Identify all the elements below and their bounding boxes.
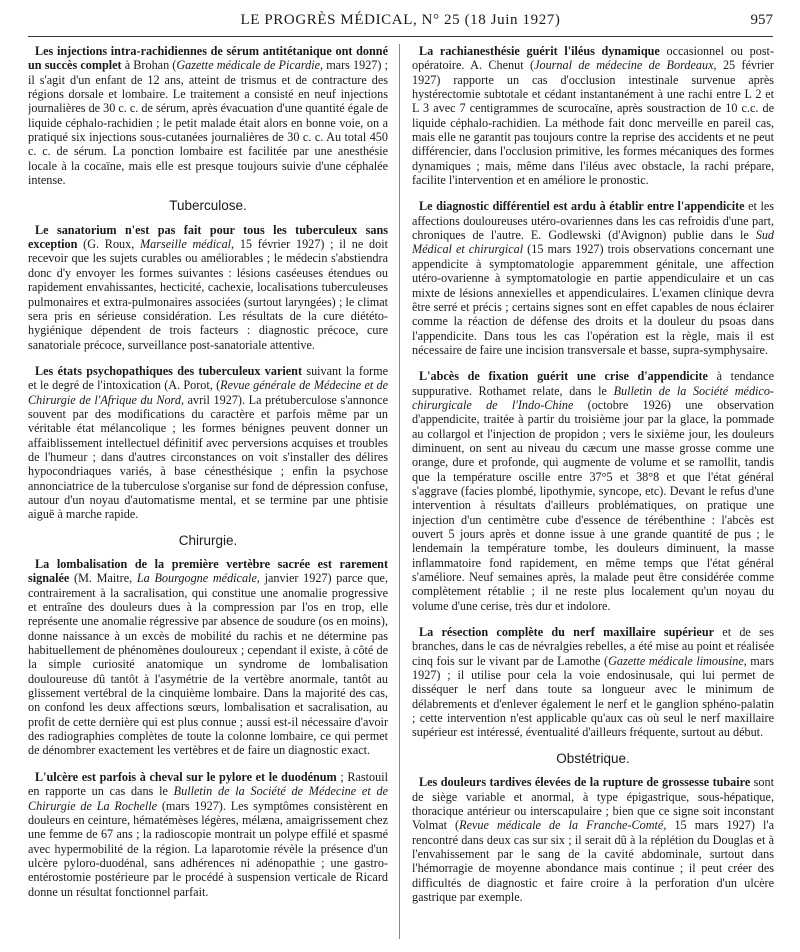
article-intro: occasionnel ou post-opératoire. A. Chenut (	[412, 44, 774, 73]
article-source: Journal de médecine de Bordeaux	[534, 58, 714, 73]
article-source: La Bourgogne médicale	[136, 571, 257, 586]
article-source: Revue médicale de la Franche-Comté	[459, 818, 664, 833]
article-title: Le diagnostic différentiel est ardu à établir entre l'appendicite	[419, 199, 745, 214]
page-number: 957	[750, 12, 773, 28]
article-source: Gazette médicale limousine	[608, 653, 744, 668]
article-source: Revue générale de Médecine et de Chirurgie de l'Afrique du Nord	[28, 378, 388, 407]
article-intro: à Brohan (	[121, 58, 177, 73]
column-divider	[399, 44, 400, 939]
article-intro: suivant la forme et le degré de l'intoxication (A. Porot, (	[28, 363, 388, 393]
article-text: , 25 février 1927) rapporte un cas d'occlusion intestinale survenue après hystérectomie subtotale et cédant instantanément à une rachi entre L 2 et L 3 avec 7 centigrammes de scurocaïne, après soustraction de 10 c.c. de liquide céphalo-rachidien. La méthode fait donc merveille en pareil cas, mais elle ne garantit pas toujours contre la reprise des accidents et ne peut différencier, dans l'occlusion primitive, les formes mécaniques des formes dynamiques ; mais, même dans l'iléus avec obstacle, la rachi prépare, facilite l'intervention et en améliore le pronostic.	[412, 58, 774, 188]
article-lombalisation	[28, 557, 388, 758]
article-abces-fixation	[412, 369, 774, 613]
header-rule	[28, 36, 773, 37]
article-text: , mars 1927) ; il utilise pour cela la voie endosinusale, qui lui permet de disséquer le nerf dans toute sa longueur avec le minimum de délabrements et d'enlever également le nerf et le ganglion sphéno-palatin ; cette intervention n'est applicable qu'aux cas où seul le nerf maxillaire supérieur est intéressé, éventualité d'ailleurs fréquente, surtout au début.	[412, 653, 774, 740]
section-heading-chirurgie: Chirurgie.	[178, 532, 238, 548]
article-resection-nerf	[412, 625, 774, 740]
section-heading-obstetrique: Obstétrique.	[556, 750, 630, 766]
article-etats-psychopathiques	[28, 364, 388, 522]
article-douleurs-tardives	[412, 775, 774, 904]
article-title: Les douleurs tardives élevées de la rupture de grossesse tubaire	[419, 775, 751, 790]
article-source: Bulletin de la Société médico-chirurgicale de l'Indo-Chine	[412, 383, 774, 412]
article-source: Marseille médical	[140, 237, 232, 252]
article-text: , mars 1927) ; il s'agit d'un enfant de 12 ans, atteint de trismus et de contracture des régions dorsale et lombaire. Le traitement a consisté en neuf injections journalières de 30 c. c. de sérum, après évacuation d'une quantité égale de liquide céphalo-rachidien ; le petit malade était alors en bonne voie, on a pratiqué six injections sous-cutanées journalières de 30 c. c. Au total 450 c. c. de sérum. La ponction lombaire est facilitée par une anesthésie locale à la cocaïne, mais elle est presque toujours suivie d'une céphalée intense.	[28, 58, 388, 188]
article-title: L'ulcère est parfois à cheval sur le pylore et le duodénum	[35, 769, 337, 784]
article-intro: et les affections douloureuses utéro-ovariennes dans les cas refroidis d'une part, chroniques de l'autre. E. Godlewski (d'Avignon) publie dans le	[412, 199, 774, 243]
article-title: Le sanatorium n'est pas fait pour tous les tuberculeux sans exception	[28, 222, 388, 252]
section-heading-tuberculose: Tuberculose.	[169, 198, 247, 214]
article-intro: et de ses branches, dans le cas de névralgies rebelles, a été mise au point et réalisée cinq fois sur le vivant par de Lamothe (	[412, 625, 774, 668]
article-intro: ; Rastouil en rapporte un cas dans le	[28, 769, 388, 799]
article-title: La lombalisation de la première vertèbre sacrée est rarement signalée	[28, 557, 388, 586]
article-title: La résection complète du nerf maxillaire supérieur	[419, 625, 715, 640]
running-header	[28, 12, 773, 34]
article-title: Les injections intra-rachidiennes de sérum antitétanique ont donné un succès complet	[28, 44, 388, 73]
article-text: (15 mars 1927) trois observations concernant une appendicite à symptomatologie apparemment génitale, une affection utéro-ovarienne à symptomatologie en partie appendiculaire et un cas mixte de lésions annexielles et appendiculaires. L'examen clinique devra être serré et précis ; certains signes sont en effet capables de nous éclairer comme la réaction de défense des droits et la douleur du psoas dans l'appendicite. Dans tous les cas l'opération est la règle, mais il est nécessaire de faire une incision transversale et basse, supra-symphysaire.	[412, 242, 774, 357]
article-intro: (M. Maitre,	[69, 571, 137, 586]
article-rachianesthesie	[412, 44, 774, 187]
article-intro: à tendance suppurative. Rothamet relate, dans le	[412, 369, 774, 398]
article-text: , 15 mars 1927) l'a rencontré dans deux cas sur six ; il serait dû à la réplétion du Douglas et à l'envahissement par le sang de la cavité abdominale, surtout dans l'hémorragie de moyenne abondance mais continue ; il peut créer des difficultés de diagnostic et faire croire à la perforation d'un ulcère gastrique par exemple.	[412, 818, 774, 904]
article-diagnostic-differentiel	[412, 199, 774, 357]
article-intro: (G. Roux,	[77, 237, 141, 252]
article-intro: sont de siège variable et anormal, à type épigastrique, sous-hépatique, thoracique antérieur ou interscapulaire ; bien que ce signe soit inconstant Volmat (	[412, 775, 774, 833]
article-text: , janvier 1927) parce que, contrairement à la sacralisation, qui constitue une anomalie progressive et entraîne des douleurs dues à la compression par l'os en trop, elle représente une anomalie régressive par absence de soudure (os en moins), donne naissance à un excès de mobilité du rachis et ne détermine pas habituellement de phénomènes douloureux ; cependant il existe, à côté de la simple curiosité anatomique un syndrome de lombalisation douloureuse dû tantôt à l'asymétrie de la vertèbre anormale, tantôt au glissement vertébral de la cinquième lombaire. Dans la majorité des cas, on confond les deux affections sœurs, lombalisation et sacralisation, au profit de cette dernière qui est plus connue ; aussi est-il nécessaire d'avoir des radiographies complètes de toute la colonne lombaire, ce qui permet de dénombrer exactement les vertèbres et de faire un diagnostic exact.	[28, 571, 388, 758]
article-source: Gazette médicale de Picardie	[176, 58, 321, 73]
article-title: L'abcès de fixation guérit une crise d'appendicite	[419, 369, 708, 384]
article-sanatorium	[28, 223, 388, 352]
right-column	[412, 44, 774, 944]
article-title: La rachianesthésie guérit l'iléus dynamique	[419, 44, 660, 58]
article-text: (mars 1927). Les symptômes consistèrent en douleurs en ceinture, hématémèses légères, mélæna, amaigrissement chez une femme de 67 ans ; la radioscopie montrait un polype effilé et spasmé avec hypermobilité de la région. La laparotomie révèle la présence d'un ulcère pyloro-duodénal, sans adhérences ni adénopathie ; une gastro-entérostomie postérieure par le procédé à suspension verticale de Ricard donne un résultat fonctionnel parfait.	[28, 798, 388, 899]
article-text: , 15 février 1927) ; il ne doit recevoir que les sujets curables ou améliorables ; le médecin s'abstiendra donc d'y envoyer les formes suivantes : lésions caséeuses étendues ou rapidement envahissantes, hecticité, cachexie, localisations tuberculeuses pulmonaires et extra-pulmonaires associées (surtout laryngées) ; le climat sera pris en sérieuse considération. Les résultats de la cure diététo-hygiénique dépendent de trois facteurs : diagnostic précoce, cure sanatoriale précoce, surveillance post-sanatoriale attentive.	[28, 237, 388, 352]
journal-title: LE PROGRÈS MÉDICAL, N° 25 (18 Juin 1927)	[240, 12, 561, 28]
article-source: Bulletin de la Société de Médecine et de Chirurgie de La Rochelle	[28, 784, 388, 813]
article-text: (octobre 1926) une observation d'appendicite, traitée à partir du troisième jour par la glace, la pommade au collargol et l'injection de propidon ; vers le sixième jour, les douleurs diminuent, on sent au niveau du cæcum une masse grosse comme une orange, dure et profonde, qui augmente de volume et se ramollit, tandis que la température oscille entre 37°5 et 38°8 et que l'état général s'aggrave (facies plombé, lipothymie, syncope, etc). Devant le refus d'une intervention à résultats d'ailleurs problématiques, on pratique une injection d'un centimètre cube d'essence de térébenthine : l'abcès est ouvert 5 jours après et donne issue à une grande quantité de pus ; le lendemain la température tombe, les douleurs diminuent, la masse inflammatoire fond rapidement, en même temps que l'état général s'améliore. Neuf semaines après, la malade peut être considérée comme complètement rétablie ; il ne reste plus localement qu'un noyau du volume d'une cerise, très dur et indolore.	[412, 397, 774, 613]
article-ulcere	[28, 770, 388, 899]
article-source: Sud Médical et chirurgical	[412, 228, 774, 257]
article-text: , avril 1927). La prétuberculose s'annonce souvent par des modifications du caractère et parfois même par un véritable état mélancolique ; les formes bénignes peuvent donner un affaiblissement intellectuel définitif avec perversions acquises et troubles de l'humeur ; dans d'autres circonstances on voit s'installer des délires hypocondriaques variés, à base cénesthésique ; enfin la psychose annonciatrice de la tuberculose s'organise sur fond de dépression confuse, autour d'un noyau d'automatisme mental, et se termine par une phtisie aiguë à marche rapide.	[28, 392, 388, 522]
left-column	[28, 44, 388, 944]
article-title: Les états psychopathiques des tuberculeux varient	[35, 363, 303, 378]
article-injections-serum	[28, 44, 388, 187]
